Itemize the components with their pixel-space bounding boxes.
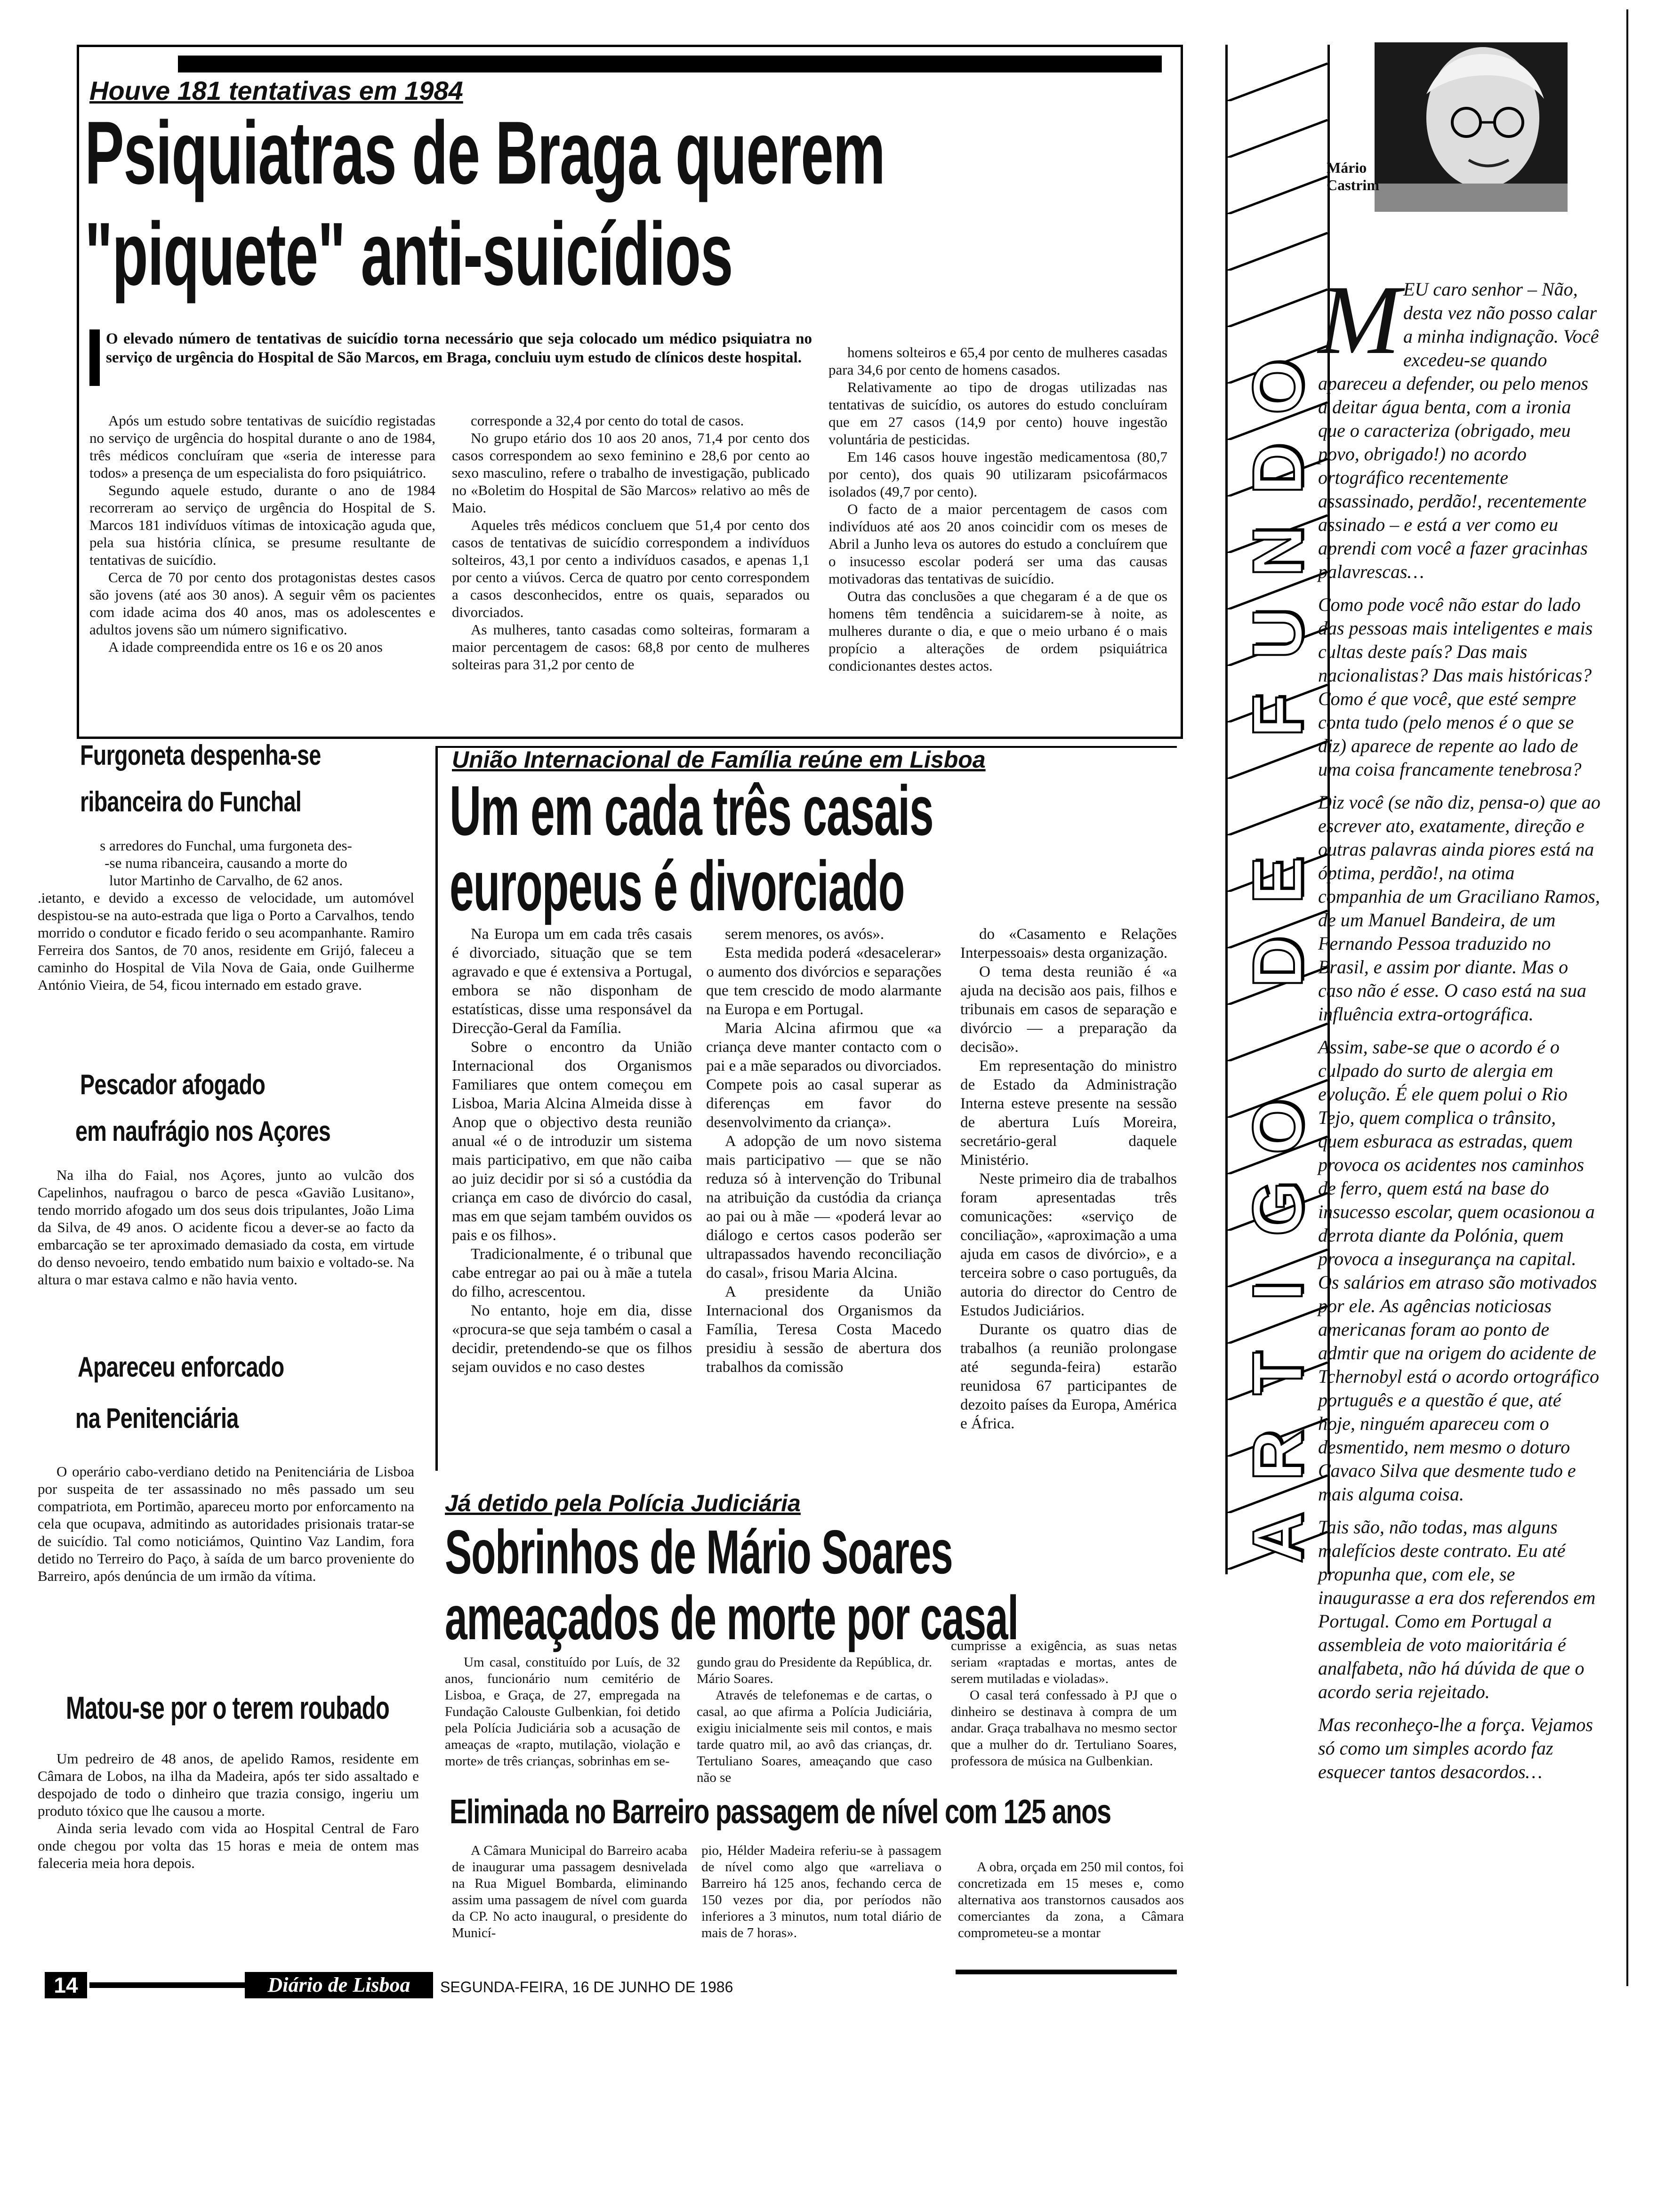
top-story-col-3: homens solteiros e 65,4 por cento de mulheres casadas para 34,6 por cento de homens casados. Relativamente ao tipo de drogas utilizadas nas tentativas de suicídio, os autores do estudo concluíram que em 27 casos (14,9 por cento) houve ingestão voluntária de pesticidas. Em 146 casos houve ingestão medicamentosa (80,7 por cento), dos quais 90 utilizaram psicofármacos isolados (49,7 por cento). O facto de a maior percentagem de casos com indivíduos até aos 20 anos coincidir com os meses de Abril a Junho leva os autores do estudo a concluírem que o insucesso escolar poderá ser uma das causas motivadoras das tentativas de suicídio. Outra das conclusões a que chegaram é a de que os homens têm tendência a suicidarem-se à noite, as mulheres durante o dia, e que o meio urbano é o mais propício a alterações de ordem psiquiátrica condicionantes destes actos. <box>828 344 1167 674</box>
brief-2-head-2: em naufrágio nos Açores <box>75 1115 331 1147</box>
footer <box>45 1972 733 2000</box>
lead-marker <box>89 329 100 386</box>
uniao-left-rule <box>435 746 438 1471</box>
strip-letter <box>1228 593 1327 675</box>
strip-letter-glyph: E <box>1238 857 1317 904</box>
right-edge-rule <box>1626 9 1628 1986</box>
strip-letter <box>1228 839 1327 922</box>
top-story-headline-1: Psiquiatras de Braga querem <box>85 103 885 203</box>
strip-letter <box>1228 757 1327 839</box>
uniao-headline-2: europeus é divorciado <box>450 846 905 925</box>
uniao-kicker: União Internacional de Família reúne em Lisboa <box>452 746 986 773</box>
strip-letter <box>1228 1250 1327 1332</box>
strip-letter <box>1228 1497 1327 1574</box>
footer-rule <box>89 1982 245 1988</box>
brief-3-body: O operário cabo-verdiano detido na Penitenciária de Lisboa por suspeita de ter assassinado no mês passado um seu compatriota, em Portimão, apareceu morto por enforcamento na cela que ocupava, admitindo as autoridades prisionais tratar-se de suicídio. Tal como noticiámos, Quintino Vaz Landim, fora detido no Terreiro do Paço, à saída de um barco proveniente do Barreiro, após denúncia de um irmão da vítima. <box>38 1463 414 1584</box>
top-story-col-2: corresponde a 32,4 por cento do total de casos. No grupo etário dos 10 aos 20 anos, 71,4 por cento dos casos correspondem ao sexo feminino e 28,6 por cento ao sexo masculino, refere o trabalho de investigação, publicado no «Boletim do Hospital de São Marcos» relativo ao mês de Maio. Aqueles três médicos concluem que 51,4 por cento dos casos de tentativas de suicídio correspondem a indivíduos solteiros, 43,1 por cento a indivíduos casados, e apenas 1,1 por cento a viúvos. Cerca de quatro por cento correspondem a casos desconhecidos, entre os quais, separados ou divorciados. As mulheres, tanto casadas como solteiras, formaram a maior percentagem de casos: 68,8 por cento de mulheres solteiras para 31,2 por cento de <box>452 412 810 673</box>
uniao-col-3: do «Casamento e Relações Interpessoais» desta organização. O tema desta reunião é «a ajuda na decisão aos pais, filhos e tribunais em casos de separação e divórcio — a preparação da decisão». Em representação do ministro de Estado da Administração Interna esteve presente na sessão de abertura Luís Moreira, secretário-geral daquele Ministério. Neste primeiro dia de trabalhos foram apresentadas três comunicações: «serviço de conciliação», «aproximação a uma ajuda em casos de divórcio», e a terceira sobre o caso português, da autoria do director do Centro de Estudos Judiciários. Durante os quatro dias de trabalhos (a reunião prolongase até segunda-feira) estarão reunidosa 67 participantes de dezoito países da Europa, América e África. <box>960 926 1177 1432</box>
strip-letter <box>1228 428 1327 511</box>
uniao-col-1: Na Europa um em cada três casais é divorciado, situação que se tem agravado e que é extensiva a Portugal, embora se não disponham de estatísticas, disse uma responsável da Direcção-Geral da Família. Sobre o encontro da União Internacional dos Organismos Familiares que ontem começou em Lisboa, Maria Alcina Almeida disse à Anop que o objectivo desta reunião anual «é o de introduzir um sistema mais participativo, em que não caiba ao juiz decidir por si só a custódia da criança em caso de divórcio do casal, mas em que sejam também ouvidos os pais e os filhos». Tradicionalmente, é o tribunal que cabe entregar ao pai ou à mãe a tutela do filho, acrescentou. No entanto, hoje em dia, disse «procura-se que seja também o casal a decidir, pretendendo-se que os filhos sejam ouvidos e no caso destes <box>452 926 692 1376</box>
strip-letter <box>1228 1086 1327 1168</box>
strip-letter-glyph: A <box>1238 1512 1317 1563</box>
strip-letter <box>1228 1003 1327 1086</box>
brief-3-head-2: na Penitenciária <box>75 1403 239 1434</box>
brief-2-head-1: Pescador afogado <box>80 1069 265 1100</box>
strip-letter <box>1228 922 1327 1004</box>
author-photo <box>1375 42 1568 212</box>
column-first-paragraph: MEU caro senhor – Não, desta vez não posso calar a minha indignação. Você excedeu-se quando apareceu a defender, ou pelo menos a deitar água benta, com a ironia que o caracteriza (obrigado, meu povo, obrigado!) no acordo ortográfico recentemente assassinado, perdão!, recentemente assinado – e está a ver como eu aprendi com você a fazer gracinhas palavrescas… <box>1318 265 1599 582</box>
strip-letters <box>1228 346 1327 1574</box>
strip-letter-glyph: D <box>1238 443 1317 495</box>
author-first-name: Mário <box>1327 159 1367 176</box>
artigo-de-fundo-strip <box>1225 45 1330 1574</box>
brief-4 <box>38 1690 424 1872</box>
sobrinhos-headline-1: Sobrinhos de Mário Soares <box>445 1517 953 1587</box>
author-portrait-icon <box>1375 42 1568 212</box>
barreiro-col-3: A obra, orçada em 250 mil contos, foi concretizada em 15 meses e, como alternativa aos transtornos causados aos comerciantes da zona, a Câmara comprometeu-se a montar <box>958 1859 1184 1940</box>
strip-letter-glyph: D <box>1238 937 1317 988</box>
top-story-col-1: Após um estudo sobre tentativas de suicídio registadas no serviço de urgência do hospital durante o ano de 1984, três médicos concluíram que «seria de interesse para todos» a presença de um especialista do foro psiquiátrico. Segundo aquele estudo, durante o ano de 1984 recorreram ao serviço de urgência do Hospital de S. Marcos 181 indivíduos vítimas de intoxicação aguda que, pela sua história clínica, se presume resultante de tentativas de suicídio. Cerca de 70 por cento dos protagonistas destes casos são jovens (até aos 30 anos). A seguir vêm os pacientes com idade acima dos 40 anos, mas os adolescentes e adultos jovens são um número significativo. A idade compreendida entre os 16 e os 20 anos <box>89 412 435 655</box>
brief-3-head-1: Apareceu enforcado <box>78 1351 284 1383</box>
strip-letter-glyph: T <box>1238 1352 1317 1395</box>
footer-date: SEGUNDA-FEIRA, 16 DE JUNHO DE 1986 <box>440 1979 733 1996</box>
strip-letter <box>1228 675 1327 757</box>
brief-4-body: Um pedreiro de 48 anos, de apelido Ramos, residente em Câmara de Lobos, na ilha da Madeira, após ter sido assaltado e despojado de todo o dinheiro que trazia consigo, ingeriu um produto tóxico que lhe causou a morte. Ainda seria levado com vida ao Hospital Central de Faro onde chegou por volta das 15 horas e meia de ontem mas faleceria meia hora depois. <box>38 1750 419 1871</box>
strip-letter-glyph: O <box>1238 359 1317 415</box>
strip-letter <box>1228 510 1327 593</box>
brief-2-body: Na ilha do Faial, nos Açores, junto ao vulcão dos Capelinhos, naufragou o barco de pesca «Gavião Lusitano», tendo morrido afogado um dos seus dois tripulantes, João Lima da Silva, de 49 anos. O acidente ficou a dever-se ao facto da embarcação se ter aproximado demasiado da costa, em virtude do denso nevoeiro, tendo embatido num baixio e voltado-se. Na altura o mar estava calmo e não havia vento. <box>38 1167 414 1288</box>
strip-letter-glyph: U <box>1238 608 1317 659</box>
top-story-kicker: Houve 181 tentativas em 1984 <box>89 76 463 105</box>
sobrinhos-col-2: gundo grau do Presidente da República, dr. Mário Soares. Através de telefonemas e de cartas, o casal, ao que afirma a Polícia Judiciária, exigiu inicialmente seis mil contos, e mais tarde quatro mil, ao avô das crianças, dr. Tertuliano Soares, ameaçando que caso não se <box>697 1655 932 1785</box>
barreiro-headline: Eliminada no Barreiro passagem de nível com 125 anos <box>450 1793 1111 1831</box>
sobrinhos-kicker: Já detido pela Polícia Judiciária <box>445 1490 801 1516</box>
brief-1-head-1: Furgoneta despenha-se <box>80 739 321 771</box>
uniao-col-2: serem menores, os avós». Esta medida poderá «desacelerar» o aumento dos divórcios e separações que tem crescido de modo alarmante na Europa e em Portugal. Maria Alcina afirmou que «a criança deve manter contacto com o pai e a mãe separados ou divorciados. Compete pois ao casal superar as diferenças em favor do desenvolvimento da criança». A adopção de um novo sistema mais participativo — que se não reduza só à intervenção do Tribunal na atribuição da custódia da criança ao pai ou à mãe — «poderá levar ao diálogo e certos casos poderão ser ultrapassados havendo reconciliação do casal», frisou Maria Alcina. A presidente da União Internacional dos Organismos da Família, Teresa Costa Macedo presidiu à sessão de abertura dos trabalhos da comissão <box>706 926 941 1376</box>
uniao-headline-1: Um em cada três casais <box>450 771 933 850</box>
strip-letter <box>1228 1415 1327 1497</box>
brief-1 <box>38 739 419 994</box>
sobrinhos-col-1: Um casal, constituído por Luís, de 32 anos, funcionário num cemitério de Lisboa, e Graça, de 27, empregada na Fundação Calouste Gulbenkian, foi detido pela Polícia Judiciária sob a acusação de ameaças de «rapto, mutilação, violação e morte» de três crianças, sobrinhas em se- <box>445 1655 680 1769</box>
strip-letter-glyph: I <box>1238 1281 1317 1301</box>
brief-2 <box>38 1068 419 1288</box>
brief-1-body: s arredores do Funchal, uma furgoneta des- -se numa ribanceira, causando a morte do lutor Martinho de Carvalho, de 62 anos. .ietanto, e devido a excesso de velocidade, um automóvel despistou-se na auto-estrada que liga o Porto a Carvalhos, tendo morrido o condutor e ficado ferido o seu acompanhante. Ramiro Ferreira dos Santos, de 70 anos, residente em Grijó, faleceu a caminho do Hospital de Vila Nova de Gaia, onde Guilherme António Vieira, de 54, ficou internado em estado grave. <box>38 837 414 993</box>
strip-letter-glyph: G <box>1238 1181 1317 1237</box>
brief-1-head-2: ribanceira do Funchal <box>80 786 301 817</box>
sobrinhos-col-3: cumprisse a exigência, as suas netas seriam «raptadas e mortas, antes de serem mutiladas e violadas». O casal terá confessado à PJ que o dinheiro se destinava à compra de um andar. Graça trabalhava no mesmo sector que a mulher do dr. Tertuliano Soares, professora de música na Gulbenkian. <box>951 1638 1177 1769</box>
strip-letter <box>1228 1168 1327 1250</box>
top-story-headline-2: "piquete" anti-suicídios <box>85 204 733 304</box>
masthead: Diário de Lisboa <box>245 1972 433 1998</box>
barreiro-underline <box>956 1970 1177 1974</box>
barreiro-col-2: pio, Hélder Madeira referiu-se à passagem de nível como algo que «arreliava o Barreiro há 125 anos, fechando cerca de 150 vezes por dia, por períodos não inferiores a 3 minutos, num total diário de mais de 7 horas». <box>701 1843 941 1940</box>
strip-letter-glyph: O <box>1238 1099 1317 1154</box>
strip-letter <box>1228 346 1327 428</box>
strip-letter <box>1228 1332 1327 1415</box>
author-last-name: Castrim <box>1327 176 1379 193</box>
top-story-bar <box>178 56 1162 72</box>
brief-3 <box>38 1351 419 1585</box>
strip-letter-glyph: R <box>1238 1430 1317 1482</box>
sobrinhos-headline-2: ameaçados de morte por casal <box>445 1583 1018 1652</box>
strip-letter-glyph: N <box>1238 526 1317 577</box>
dropcap: M <box>1318 265 1400 375</box>
column-text: MEU caro senhor – Não, desta vez não posso calar a minha indignação. Você excedeu-se quando apareceu a defender, ou pelo menos a deitar água benta, com a ironia que o caracteriza (obrigado, meu povo, obrigado!) no acordo ortográfico recentemente assassinado, perdão!, recentemente assinado – e está a ver como eu aprendi com você a fazer gracinhas palavrescas… Como pode você não estar do lado das pessoas mais inteligentes e mais cultas deste país? Das mais nacionalistas? Das mais históricas? Como é que você, que esté sempre conta tudo (pelo menos é o que se diz) aparece de repente ao lado de uma coisa francamente tenebrosa? Diz você (se não diz, pensa-o) que ao escrever ato, exatamente, direção e outras palavras ainda piores está na óptima, perdão!, na otima companhia de um Graciliano Ramos, de um Manuel Bandeira, de um Fernando Pessoa traduzido no Brasil, e assim por diante. Mas o caso não é esse. O caso está na sua influência extra-ortográfica. Assim, sabe-se que o acordo é o culpado do surto de alergia em evolução. É ele quem polui o Rio Tejo, quem complica o trânsito, quem esburaca as estradas, quem provoca os acidentes nos caminhos de ferro, quem está na base do insucesso escolar, quem ocasionou a derrota diante da Polónia, quem provoca a insegurança na capital. Os salários em atraso são motivados por ele. As agências noticiosas americanas foram ao ponto de admtir que na origem do acidente de Tchernobyl está o acordo ortográfico português e a questão é que, até hoje, ninguém apareceu com o desmentido, nem mesmo o doturo Cavaco Silva que desmente tudo e mais alguma coisa. Tais são, não todas, mas alguns malefícios deste contrato. Eu até propunha que, com ele, se inaugurasse a era dos referendos em Portugal. Como em Portugal a assembleia de voto maioritária é analfabeta, não há dúvida de que o acordo seria rejeitado. Mas reconheço-lhe a força. Vejamos só como um simples acordo faz esquecer tantos desacordos… <box>1318 265 1601 1782</box>
top-story-lead: O elevado número de tentativas de suicídio torna necessário que seja colocado um médico psiquiatra no serviço de urgência do Hospital de São Marcos, em Braga, concluiu uym estudo de clínicos deste hospital. <box>106 330 812 366</box>
strip-letter-glyph: F <box>1238 694 1317 737</box>
brief-4-head-1: Matou-se por o terem roubado <box>66 1690 390 1726</box>
page-number: 14 <box>45 1972 87 1998</box>
barreiro-col-1: A Câmara Municipal do Barreiro acaba de inaugurar uma passagem desnivelada na Rua Miguel Bombarda, eliminando assim uma passagem de nível com guarda da CP. No acto inaugural, o presidente do Municí- <box>452 1843 687 1940</box>
